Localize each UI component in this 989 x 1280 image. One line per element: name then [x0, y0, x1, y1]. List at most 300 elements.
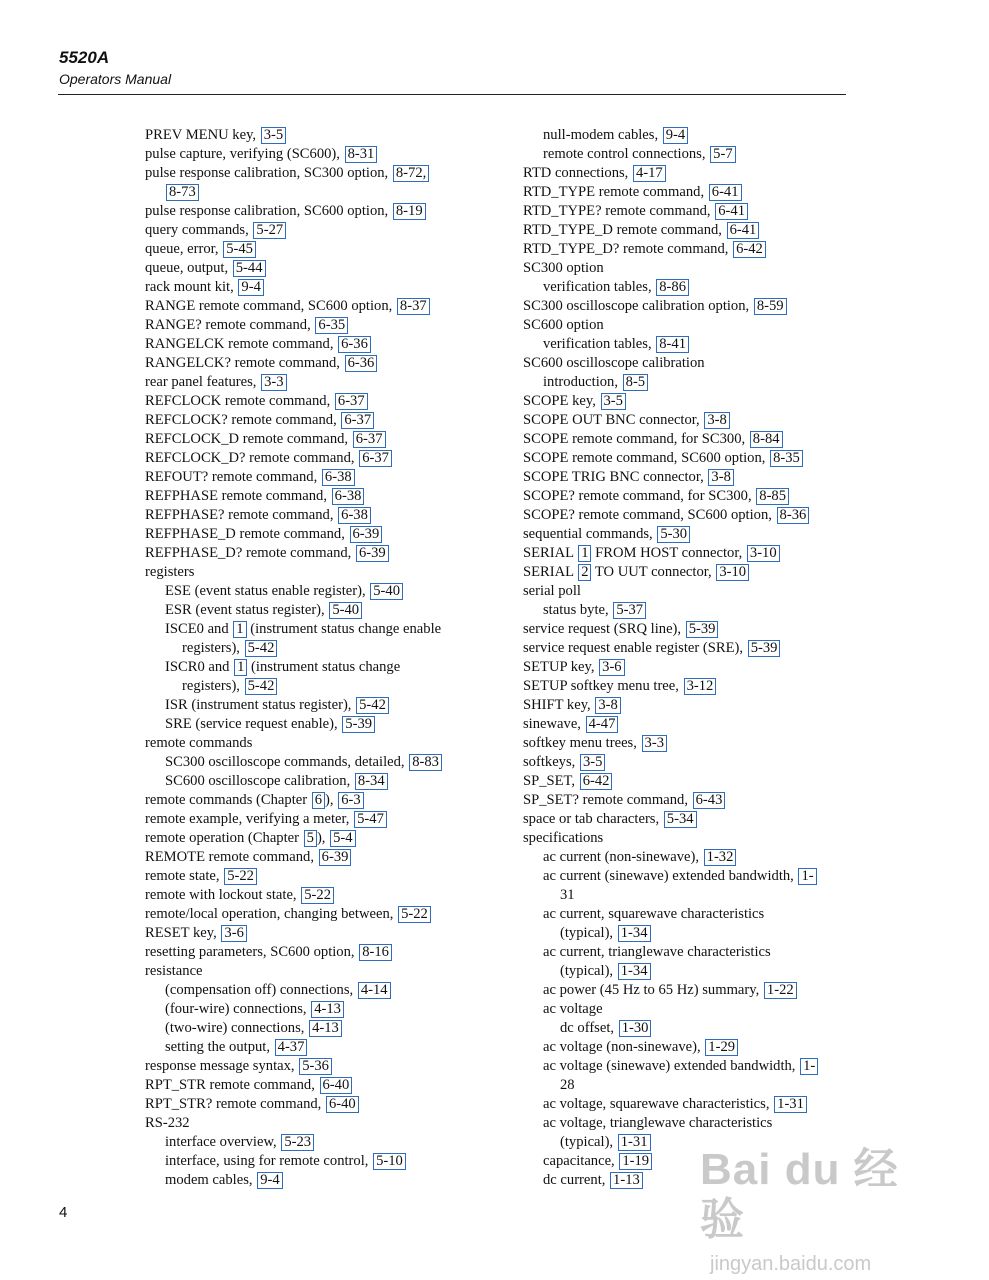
entry-text: FROM HOST connector, [591, 545, 746, 561]
index-entry [523, 468, 923, 487]
entry-text: pulse capture, verifying (SC600), [145, 146, 344, 162]
entry-text: SCOPE? remote command, SC600 option, [523, 507, 776, 523]
page-reference-link[interactable]: 2 [578, 564, 591, 581]
index-entry [523, 278, 923, 297]
index-entry [523, 145, 923, 164]
entry-text: SERIAL [523, 545, 578, 561]
page-reference-link[interactable]: 8-83 [409, 754, 442, 771]
page-reference-link[interactable]: 8-19 [393, 203, 426, 220]
entry-text: SETUP key, [523, 659, 599, 675]
page-reference-link[interactable]: 4-13 [311, 1001, 344, 1018]
entry-text: SC300 oscilloscope calibration option, [523, 298, 753, 314]
index-entry [145, 506, 525, 525]
page-reference-link[interactable]: 5-30 [657, 526, 690, 543]
index-entry [523, 981, 923, 1000]
entry-text: query commands, [145, 222, 253, 238]
entry-text: ac voltage, squarewave characteristics, [543, 1096, 774, 1112]
entry-text: ISR (instrument status register), [165, 697, 356, 713]
index-entry [145, 544, 525, 563]
page-reference-link[interactable]: 6-3 [338, 792, 363, 809]
entry-text: SCOPE key, [523, 393, 600, 409]
entry-text: status byte, [543, 602, 613, 618]
index-entry [145, 962, 525, 981]
index-entry [523, 297, 923, 316]
entry-text: REFPHASE remote command, [145, 488, 331, 504]
index-column-left [145, 126, 525, 1190]
entry-text: RPT_STR? remote command, [145, 1096, 325, 1112]
index-entry [145, 772, 525, 791]
page-reference-link[interactable]: 5-39 [686, 621, 719, 638]
page-reference-link[interactable]: 6-42 [580, 773, 613, 790]
page-reference-link[interactable]: 3-6 [599, 659, 624, 676]
entry-text: sinewave, [523, 716, 585, 732]
page-reference-link[interactable]: 1 [233, 621, 246, 638]
page-reference-link[interactable]: 5-40 [329, 602, 362, 619]
page-reference-link[interactable]: 5-23 [281, 1134, 314, 1151]
manual-title: Operators Manual [59, 71, 172, 87]
index-entry [145, 601, 525, 620]
entry-text: RESET key, [145, 925, 221, 941]
page-reference-link[interactable]: 5-45 [223, 241, 256, 258]
index-entry [523, 1057, 923, 1076]
index-entry [145, 658, 525, 677]
index-entry [523, 886, 923, 905]
entry-text: (typical), [560, 963, 617, 979]
entry-text: SP_SET? remote command, [523, 792, 692, 808]
entry-text: rear panel features, [145, 374, 261, 390]
entry-text: remote commands (Chapter [145, 792, 311, 808]
entry-text: SCOPE remote command, for SC300, [523, 431, 749, 447]
entry-text: sequential commands, [523, 526, 657, 542]
entry-text: REFPHASE_D remote command, [145, 526, 349, 542]
entry-text: SCOPE TRIG BNC connector, [523, 469, 708, 485]
entry-text: SCOPE remote command, SC600 option, [523, 450, 770, 466]
page-reference-link[interactable]: 1-30 [619, 1020, 652, 1037]
page-reference-link[interactable]: 8-16 [359, 944, 392, 961]
index-entry [145, 563, 525, 582]
page-reference-link[interactable]: 9-4 [238, 279, 263, 296]
page-reference-link[interactable]: 5-42 [245, 640, 278, 657]
entry-text: (compensation off) connections, [165, 982, 357, 998]
index-entry [523, 506, 923, 525]
index-entry [145, 297, 525, 316]
page-reference-link[interactable]: 5-22 [224, 868, 257, 885]
page-reference-link[interactable]: 4-37 [275, 1039, 308, 1056]
entry-text: REMOTE remote command, [145, 849, 318, 865]
index-entry [523, 354, 923, 373]
entry-text: registers), [182, 678, 244, 694]
page-reference-link[interactable]: 5-40 [370, 583, 403, 600]
index-entry [523, 1076, 923, 1095]
index-entry [145, 848, 525, 867]
page-reference-link[interactable]: 5-42 [356, 697, 389, 714]
page-reference-link[interactable]: 6 [312, 792, 325, 809]
entry-text: interface overview, [165, 1134, 281, 1150]
entry-text: introduction, [543, 374, 622, 390]
entry-text: TO UUT connector, [591, 564, 716, 580]
entry-text: remote operation (Chapter [145, 830, 303, 846]
index-entry [523, 544, 923, 563]
entry-text: resetting parameters, SC600 option, [145, 944, 359, 960]
index-entry [523, 677, 923, 696]
page-reference-link[interactable]: 6-39 [350, 526, 383, 543]
entry-text: remote control connections, [543, 146, 710, 162]
index-entry [145, 1133, 525, 1152]
entry-text: remote example, verifying a meter, [145, 811, 354, 827]
page-reference-link[interactable]: 8-35 [770, 450, 803, 467]
page-reference-link[interactable]: 5-7 [710, 146, 735, 163]
page-reference-link[interactable]: 8-31 [345, 146, 378, 163]
page-reference-link[interactable]: 8-86 [656, 279, 689, 296]
index-entry [523, 582, 923, 601]
index-entry [145, 1076, 525, 1095]
index-entry [523, 487, 923, 506]
index-entry [523, 791, 923, 810]
index-entry [145, 981, 525, 1000]
index-entry [145, 316, 525, 335]
page-reference-link[interactable]: 6-36 [338, 336, 371, 353]
index-entry [523, 563, 923, 582]
index-entry [523, 905, 923, 924]
entry-text: SC600 oscilloscope calibration, [165, 773, 354, 789]
index-entry [523, 753, 923, 772]
page-reference-link[interactable]: 8-5 [623, 374, 648, 391]
index-entry [523, 240, 923, 259]
entry-text: ac voltage (non-sinewave), [543, 1039, 705, 1055]
entry-text: SC600 oscilloscope calibration [523, 355, 705, 371]
page-reference-link[interactable]: 6-43 [693, 792, 726, 809]
index-entry [145, 335, 525, 354]
entry-text: ISCR0 and [165, 659, 234, 675]
entry-text: SRE (service request enable), [165, 716, 342, 732]
page-reference-link[interactable]: 5 [304, 830, 317, 847]
entry-text: 31 [560, 887, 575, 903]
entry-text: REFCLOCK remote command, [145, 393, 334, 409]
page-reference-link[interactable]: 6-37 [335, 393, 368, 410]
page-reference-link[interactable]: 3-3 [642, 735, 667, 752]
index-entry [145, 145, 525, 164]
entry-text: ), [316, 830, 330, 846]
page-reference-link[interactable]: 1-13 [610, 1172, 643, 1189]
page-reference-link[interactable]: 3-10 [716, 564, 749, 581]
entry-text: remote/local operation, changing between, [145, 906, 398, 922]
entry-text: RTD_TYPE remote command, [523, 184, 708, 200]
entry-text: ac current, trianglewave characteristics [543, 944, 771, 960]
page-reference-link[interactable]: 3-8 [708, 469, 733, 486]
entry-text: interface, using for remote control, [165, 1153, 373, 1169]
page-reference-link[interactable]: 6-42 [733, 241, 766, 258]
page-reference-link[interactable]: 3-6 [221, 925, 246, 942]
page-reference-link[interactable]: 6-41 [715, 203, 748, 220]
entry-text: (two-wire) connections, [165, 1020, 309, 1036]
page-reference-link[interactable]: 8-72, [393, 165, 429, 182]
entry-text: service request enable register (SRE), [523, 640, 747, 656]
index-entry [523, 392, 923, 411]
page-reference-link[interactable]: 5-27 [253, 222, 286, 239]
index-entry [523, 772, 923, 791]
index-entry [145, 1000, 525, 1019]
entry-text: pulse response calibration, SC600 option, [145, 203, 392, 219]
manual-model: 5520A [59, 48, 110, 67]
page-reference-link[interactable]: 1-32 [704, 849, 737, 866]
index-entry [523, 126, 923, 145]
page-reference-link[interactable]: 5-22 [301, 887, 334, 904]
entry-text: space or tab characters, [523, 811, 663, 827]
page-reference-link[interactable]: 9-4 [257, 1172, 282, 1189]
entry-text: REFCLOCK_D? remote command, [145, 450, 359, 466]
entry-text: ac power (45 Hz to 65 Hz) summary, [543, 982, 763, 998]
page-reference-link[interactable]: 6-39 [319, 849, 352, 866]
page-reference-link[interactable]: 6-38 [338, 507, 371, 524]
entry-text: RANGE? remote command, [145, 317, 315, 333]
page-reference-link[interactable]: 8-84 [750, 431, 783, 448]
page-reference-link[interactable]: 5-39 [748, 640, 781, 657]
entry-text: REFPHASE? remote command, [145, 507, 338, 523]
entry-text: resistance [145, 963, 203, 979]
index-entry [145, 411, 525, 430]
page-reference-link[interactable]: 4-47 [586, 716, 619, 733]
index-entry [145, 829, 525, 848]
entry-text: (four-wire) connections, [165, 1001, 311, 1017]
index-entry [523, 943, 923, 962]
page-reference-link[interactable]: 1 [234, 659, 247, 676]
index-entry [523, 164, 923, 183]
index-entry [145, 1057, 525, 1076]
page-reference-link[interactable]: 5-39 [342, 716, 375, 733]
page-reference-link[interactable]: 1- [800, 1058, 818, 1075]
entry-text: SETUP softkey menu tree, [523, 678, 683, 694]
page-reference-link[interactable]: 5-4 [330, 830, 355, 847]
page-reference-link[interactable]: 5-42 [245, 678, 278, 695]
entry-text: softkey menu trees, [523, 735, 641, 751]
index-entry [145, 582, 525, 601]
index-entry [145, 620, 525, 639]
index-entry [523, 867, 923, 886]
index-entry [523, 1095, 923, 1114]
header-divider [58, 94, 846, 95]
page-reference-link[interactable]: 8-73 [166, 184, 199, 201]
entry-text: modem cables, [165, 1172, 257, 1188]
entry-text: SHIFT key, [523, 697, 595, 713]
index-entry [145, 525, 525, 544]
page-reference-link[interactable]: 1- [798, 868, 816, 885]
page-reference-link[interactable]: 5-47 [354, 811, 387, 828]
entry-text: ac voltage, trianglewave characteristics [543, 1115, 773, 1131]
entry-text: response message syntax, [145, 1058, 299, 1074]
page-reference-link[interactable]: 1-22 [764, 982, 797, 999]
index-entry [145, 639, 525, 658]
page-reference-link[interactable]: 8-36 [777, 507, 810, 524]
index-entry [145, 164, 525, 183]
page-reference-link[interactable]: 6-40 [326, 1096, 359, 1113]
entry-text: (instrument status change enable [246, 621, 442, 637]
page-reference-link[interactable]: 3-5 [601, 393, 626, 410]
entry-text: ESE (event status enable register), [165, 583, 370, 599]
entry-text: RPT_STR remote command, [145, 1077, 319, 1093]
index-entry [523, 848, 923, 867]
page-reference-link[interactable]: 8-41 [656, 336, 689, 353]
index-entry [523, 696, 923, 715]
entry-text: RS-232 [145, 1115, 190, 1131]
page-reference-link[interactable]: 4-14 [358, 982, 391, 999]
page-reference-link[interactable]: 1-31 [618, 1134, 651, 1151]
index-entry [523, 316, 923, 335]
page-reference-link[interactable]: 8-37 [397, 298, 430, 315]
index-entry [523, 734, 923, 753]
page-reference-link[interactable]: 5-37 [613, 602, 646, 619]
index-entry [145, 392, 525, 411]
index-entry [145, 354, 525, 373]
entry-text: remote commands [145, 735, 253, 751]
page-reference-link[interactable]: 1-34 [618, 963, 651, 980]
index-entry [523, 639, 923, 658]
page-reference-link[interactable]: 5-34 [664, 811, 697, 828]
index-entry [145, 278, 525, 297]
baidu-logo: Bai du 经验 [700, 1145, 899, 1244]
page-reference-link[interactable]: 3-10 [747, 545, 780, 562]
index-entry [145, 791, 525, 810]
entry-text: ac current (sinewave) extended bandwidth, [543, 868, 798, 884]
entry-text: SP_SET, [523, 773, 579, 789]
index-entry [145, 449, 525, 468]
page-reference-link[interactable]: 6-38 [322, 469, 355, 486]
page-reference-link[interactable]: 5-44 [233, 260, 266, 277]
index-entry [145, 905, 525, 924]
entry-text: queue, error, [145, 241, 223, 257]
entry-text: registers [145, 564, 195, 580]
index-entry [145, 677, 525, 696]
page-reference-link[interactable]: 3-12 [684, 678, 717, 695]
page-reference-link[interactable]: 8-85 [756, 488, 789, 505]
page-reference-link[interactable]: 3-5 [261, 127, 286, 144]
page-reference-link[interactable]: 3-8 [595, 697, 620, 714]
entry-text: remote state, [145, 868, 224, 884]
baidu-watermark [700, 1145, 940, 1275]
page-reference-link[interactable]: 9-4 [663, 127, 688, 144]
index-entry [523, 658, 923, 677]
index-entry [523, 335, 923, 354]
page-reference-link[interactable]: 6-39 [356, 545, 389, 562]
index-entry [145, 487, 525, 506]
index-entry [523, 430, 923, 449]
index-entry [145, 373, 525, 392]
index-entry [145, 202, 525, 221]
page-reference-link[interactable]: 6-41 [727, 222, 760, 239]
page-reference-link[interactable]: 6-37 [359, 450, 392, 467]
entry-text: pulse response calibration, SC300 option, [145, 165, 392, 181]
entry-text: ESR (event status register), [165, 602, 329, 618]
entry-text: null-modem cables, [543, 127, 662, 143]
entry-text: SC300 option [523, 260, 604, 276]
index-entry [523, 259, 923, 278]
index-entry [523, 924, 923, 943]
index-entry [145, 1171, 525, 1190]
page-reference-link[interactable]: 1-34 [618, 925, 651, 942]
page-reference-link[interactable]: 6-35 [315, 317, 348, 334]
page-reference-link[interactable]: 6-41 [709, 184, 742, 201]
index-entry [145, 734, 525, 753]
page-reference-link[interactable]: 4-17 [633, 165, 666, 182]
entry-text: dc offset, [560, 1020, 618, 1036]
entry-text: RANGELCK remote command, [145, 336, 338, 352]
index-entry [523, 962, 923, 981]
page-reference-link[interactable]: 6-37 [341, 412, 374, 429]
entry-text: remote with lockout state, [145, 887, 301, 903]
page-reference-link[interactable]: 1 [578, 545, 591, 562]
index-entry [523, 221, 923, 240]
entry-text: verification tables, [543, 279, 656, 295]
index-entry [145, 430, 525, 449]
index-entry [145, 886, 525, 905]
entry-text: SCOPE? remote command, for SC300, [523, 488, 756, 504]
index-entry [523, 183, 923, 202]
page-reference-link[interactable]: 3-8 [704, 412, 729, 429]
entry-text: RTD_TYPE? remote command, [523, 203, 715, 219]
entry-text: ac voltage (sinewave) extended bandwidth, [543, 1058, 800, 1074]
index-entry [145, 1019, 525, 1038]
page-reference-link[interactable]: 1-19 [619, 1153, 652, 1170]
page-reference-link[interactable]: 6-40 [320, 1077, 353, 1094]
page-reference-link[interactable]: 1-29 [705, 1039, 738, 1056]
entry-text: ac voltage [543, 1001, 603, 1017]
entry-text: RANGE remote command, SC600 option, [145, 298, 396, 314]
entry-text: PREV MENU key, [145, 127, 260, 143]
entry-text: SC300 oscilloscope commands, detailed, [165, 754, 409, 770]
index-entry [145, 1152, 525, 1171]
page-reference-link[interactable]: 4-13 [309, 1020, 342, 1037]
page-reference-link[interactable]: 6-36 [345, 355, 378, 372]
entry-text: serial poll [523, 583, 581, 599]
entry-text: service request (SRQ line), [523, 621, 685, 637]
index-entry [145, 810, 525, 829]
page-reference-link[interactable]: 6-37 [353, 431, 386, 448]
entry-text: SERIAL [523, 564, 578, 580]
index-entry [523, 373, 923, 392]
page-reference-link[interactable]: 5-36 [299, 1058, 332, 1075]
entry-text: SC600 option [523, 317, 604, 333]
index-entry [523, 1038, 923, 1057]
index-entry [523, 1019, 923, 1038]
index-entry [145, 1095, 525, 1114]
index-entry [523, 449, 923, 468]
entry-text: ISCE0 and [165, 621, 233, 637]
index-entry [523, 620, 923, 639]
entry-text: ), [325, 792, 338, 808]
page-reference-link[interactable]: 5-10 [373, 1153, 406, 1170]
page-reference-link[interactable]: 1-31 [774, 1096, 807, 1113]
entry-text: registers), [182, 640, 244, 656]
entry-text: ac current (non-sinewave), [543, 849, 703, 865]
entry-text: SCOPE OUT BNC connector, [523, 412, 704, 428]
entry-text: REFCLOCK_D remote command, [145, 431, 352, 447]
index-entry [145, 1038, 525, 1057]
index-entry [523, 202, 923, 221]
page-reference-link[interactable]: 6-38 [332, 488, 365, 505]
index-entry [523, 715, 923, 734]
entry-text: REFPHASE_D? remote command, [145, 545, 355, 561]
page-reference-link[interactable]: 3-3 [261, 374, 286, 391]
entry-text: softkeys, [523, 754, 579, 770]
entry-text: RTD_TYPE_D remote command, [523, 222, 726, 238]
entry-text: dc current, [543, 1172, 610, 1188]
page-reference-link[interactable]: 8-59 [754, 298, 787, 315]
index-entry [523, 411, 923, 430]
page-reference-link[interactable]: 8-34 [355, 773, 388, 790]
page-reference-link[interactable]: 3-5 [580, 754, 605, 771]
entry-text: queue, output, [145, 260, 232, 276]
page-reference-link[interactable]: 5-22 [398, 906, 431, 923]
entry-text: RANGELCK? remote command, [145, 355, 344, 371]
